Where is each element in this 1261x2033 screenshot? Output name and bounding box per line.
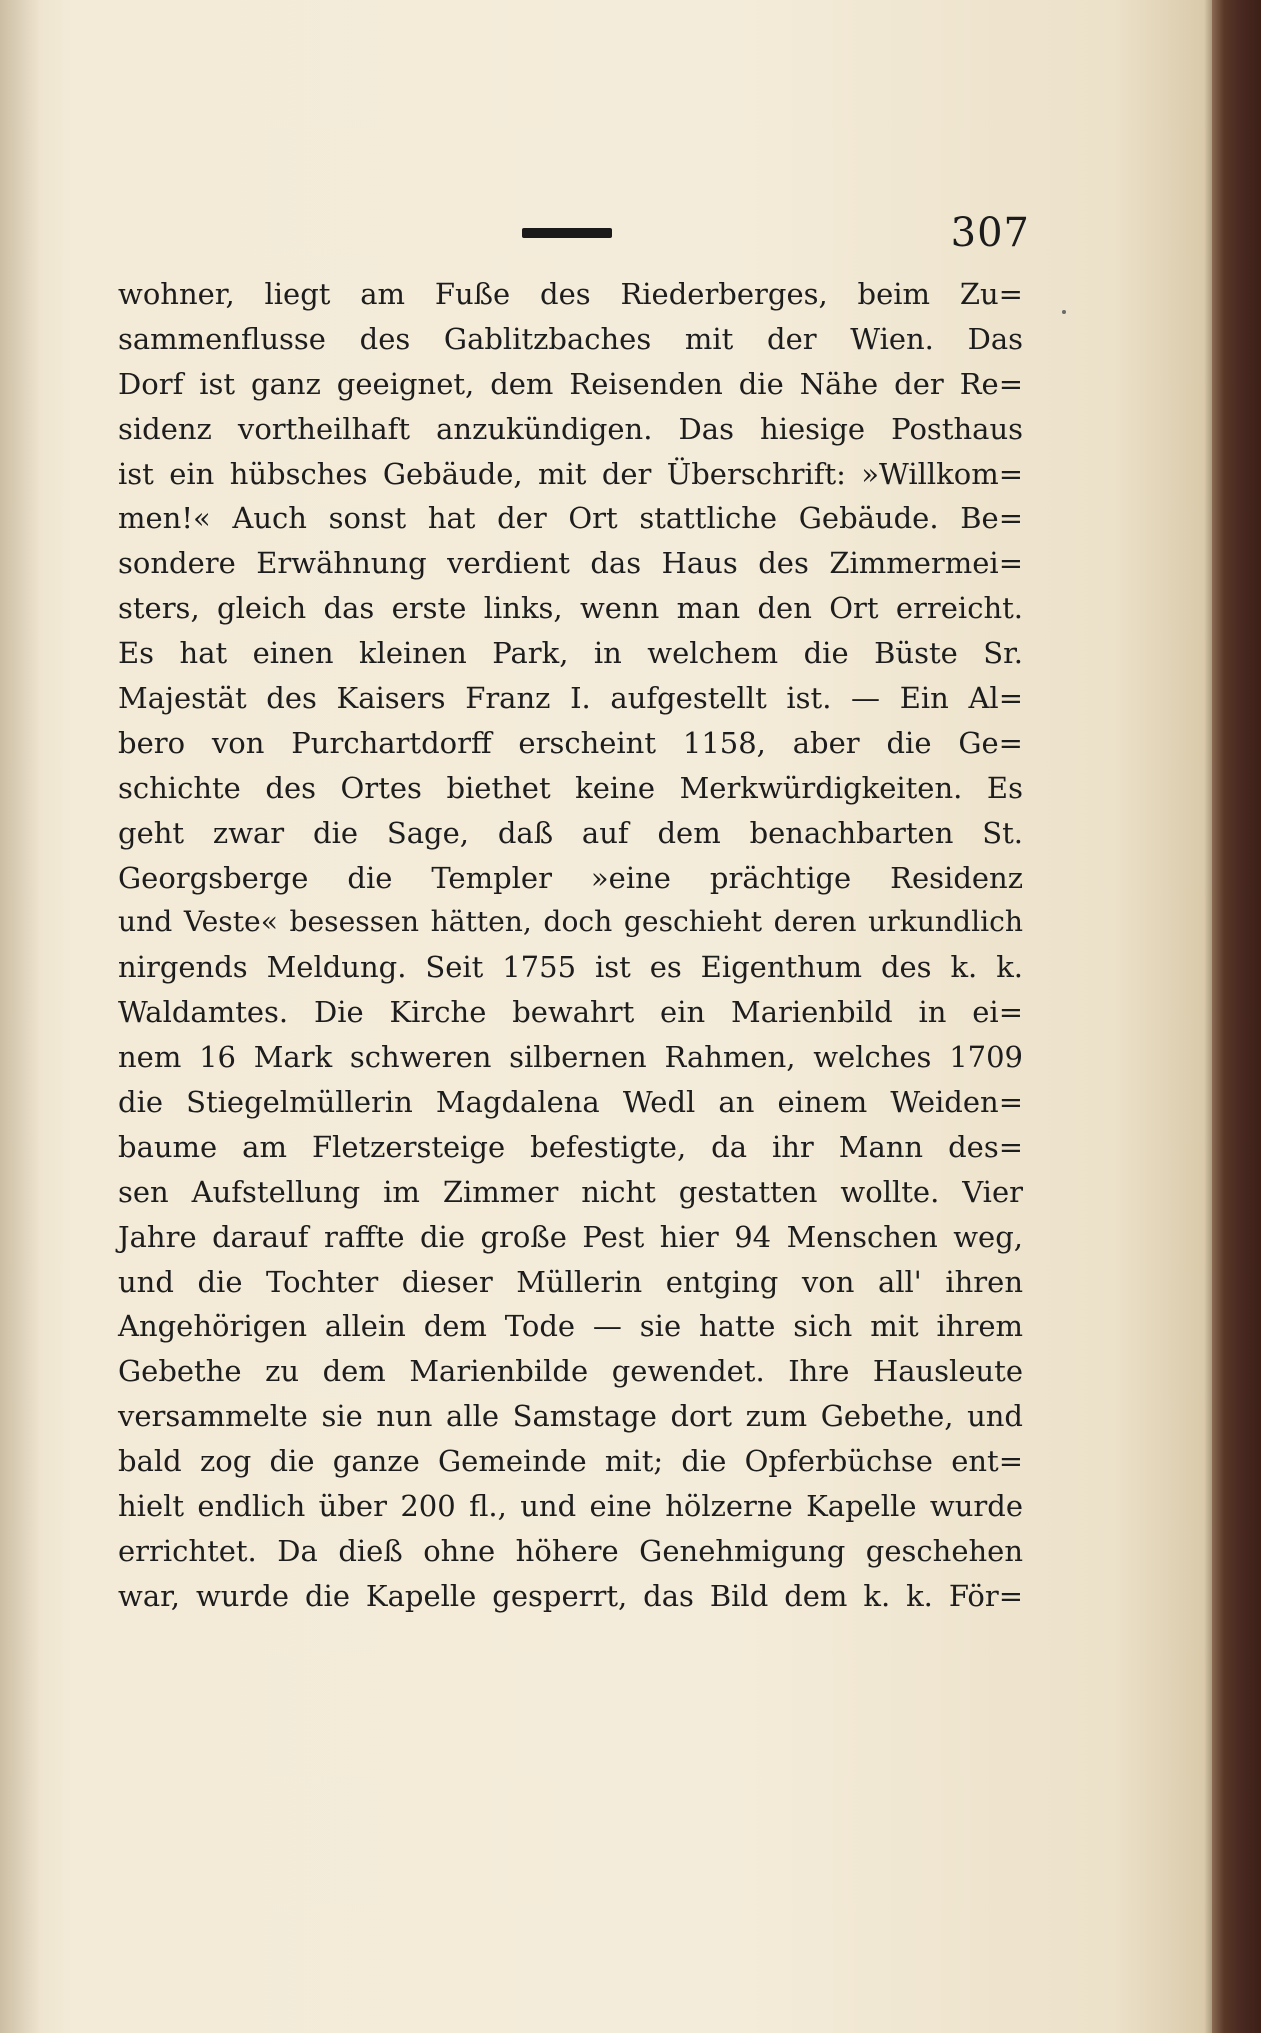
text-line: versammelte sie nun alle Samstage dort zum Gebethe, und xyxy=(118,1399,1023,1434)
text-line: war, wurde die Kapelle gesperrt, das Bild dem k. k. För= xyxy=(118,1578,1023,1613)
paper-fleck xyxy=(1062,310,1066,314)
body-text xyxy=(118,272,1023,1619)
text-line: und die Tochter dieser Müllerin entging von all' ihren xyxy=(118,1264,1023,1299)
text-line: errichtet. Da dieß ohne höhere Genehmigung geschehen xyxy=(118,1533,1023,1568)
text-line: Angehörigen allein dem Tode — sie hatte sich mit ihrem xyxy=(118,1309,1023,1344)
text-line: geht zwar die Sage, daß auf dem benachbarten St. xyxy=(118,815,1023,850)
text-line: und Veste« besessen hätten, doch geschieht deren urkundlich xyxy=(118,905,1023,939)
text-line: Dorf ist ganz geeignet, dem Reisenden die Nähe der Re= xyxy=(118,366,1023,401)
text-line: men!« Auch sonst hat der Ort stattliche Gebäude. Be= xyxy=(118,501,1023,536)
page-number: 307 xyxy=(950,210,1030,256)
text-line: Majestät des Kaisers Franz I. aufgestellt ist. — Ein Al= xyxy=(118,681,1023,716)
book-spine xyxy=(1212,0,1261,2033)
text-line: Gebethe zu dem Marienbilde gewendet. Ihre Hausleute xyxy=(118,1354,1023,1389)
text-line: baume am Fletzersteige befestigte, da ihr Mann des= xyxy=(118,1129,1023,1164)
text-line: Jahre darauf raffte die große Pest hier 94 Menschen weg, xyxy=(118,1219,1023,1254)
text-line: sidenz vortheilhaft anzukündigen. Das hiesige Posthaus xyxy=(118,411,1023,446)
header-rule xyxy=(522,228,612,238)
text-line: bald zog die ganze Gemeinde mit; die Opferbüchse ent= xyxy=(118,1444,1023,1479)
text-line: bero von Purchartdorff erscheint 1158, aber die Ge= xyxy=(118,725,1023,760)
text-line: die Stiegelmüllerin Magdalena Wedl an einem Weiden= xyxy=(118,1085,1023,1120)
text-line: sammenflusse des Gablitzbaches mit der Wien. Das xyxy=(118,321,1023,356)
text-line: Georgsberge die Templer »eine prächtige Residenz xyxy=(118,860,1023,895)
text-line: sters, gleich das erste links, wenn man den Ort erreicht. xyxy=(118,591,1023,626)
gutter-shadow xyxy=(0,0,40,2033)
text-line: wohner, liegt am Fuße des Riederberges, beim Zu= xyxy=(118,277,1023,311)
text-line: nem 16 Mark schweren silbernen Rahmen, welches 1709 xyxy=(118,1040,1023,1075)
text-line: sondere Erwähnung verdient das Haus des Zimmermei= xyxy=(118,546,1023,581)
text-line: Es hat einen kleinen Park, in welchem die Büste Sr. xyxy=(118,636,1023,671)
text-line: ist ein hübsches Gebäude, mit der Überschrift: »Willkom= xyxy=(118,456,1023,491)
text-line: hielt endlich über 200 fl., und eine hölzerne Kapelle wurde xyxy=(118,1489,1023,1524)
text-line: sen Aufstellung im Zimmer nicht gestatten wollte. Vier xyxy=(118,1174,1023,1209)
text-line: nirgends Meldung. Seit 1755 ist es Eigenthum des k. k. xyxy=(118,950,1023,985)
text-line: schichte des Ortes biethet keine Merkwürdigkeiten. Es xyxy=(118,770,1023,805)
text-line: Waldamtes. Die Kirche bewahrt ein Marienbild in ei= xyxy=(118,995,1023,1030)
